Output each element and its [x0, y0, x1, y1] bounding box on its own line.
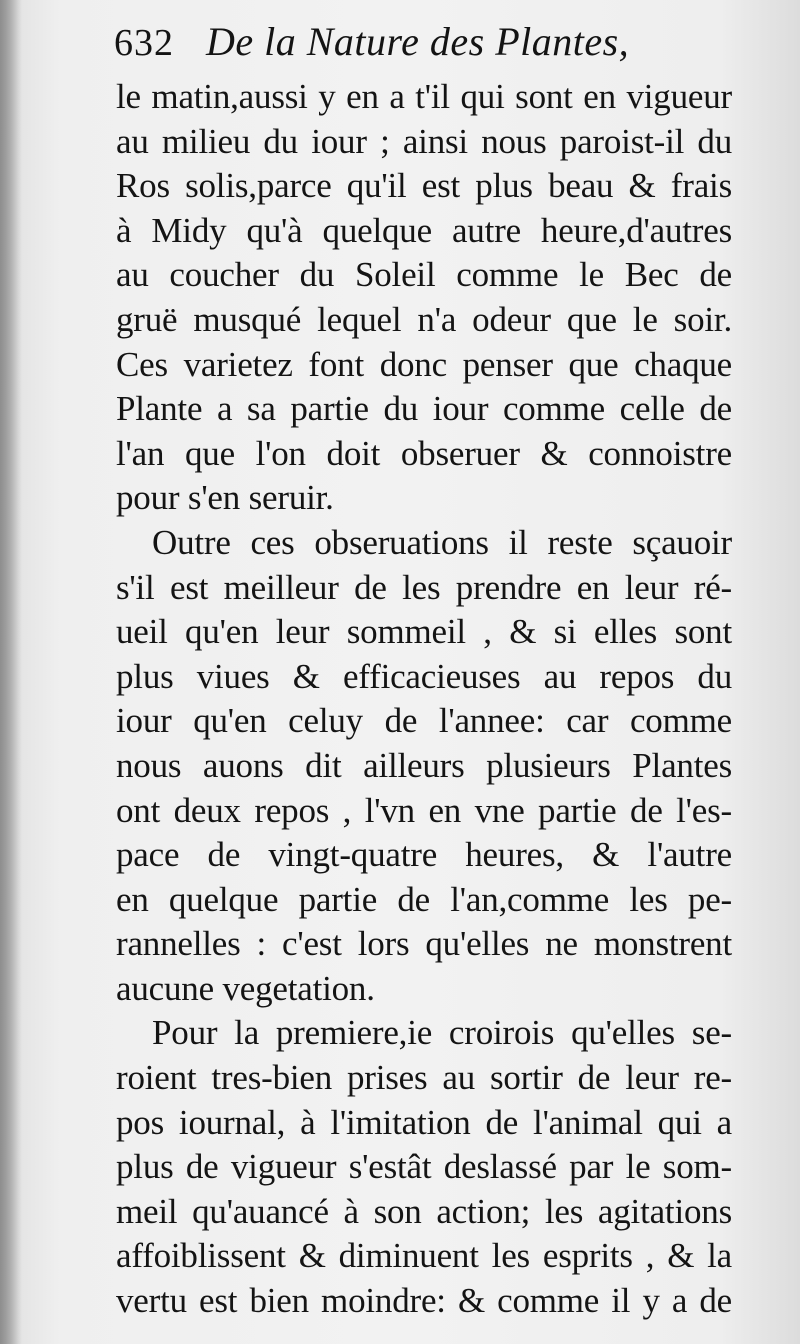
text-line: Ros solis,parce qu'il est plus beau & frais — [116, 166, 732, 206]
text-line: nous auons dit ailleurs plusieurs Plantes — [116, 745, 732, 785]
text-line: ont deux repos , l'vn en vne partie de l'es- — [116, 790, 732, 830]
page-number: 632 — [114, 22, 174, 64]
binding-shadow — [0, 0, 22, 1344]
text-line: à Midy qu'à quelque autre heure,d'autres — [116, 210, 732, 250]
text-line: l'an que l'on doit obseruer & connoistre — [116, 433, 732, 473]
running-title: De la Nature des Plantes, — [206, 19, 630, 64]
body-text — [116, 75, 732, 1324]
text-line: plus de vigueur s'estât deslassé par le som- — [116, 1147, 732, 1187]
text-line: pos iournal, à l'imitation de l'animal qui a — [116, 1102, 732, 1142]
text-line: au milieu du iour ; ainsi nous paroist-il du — [116, 121, 732, 161]
paragraph-start-line: Pour la premiere,ie croirois qu'elles se- — [152, 1013, 732, 1053]
text-line: au coucher du Soleil comme le Bec de — [116, 255, 732, 295]
text-line: le matin,aussi y en a t'il qui sont en vigueur — [116, 77, 732, 116]
text-line: affoiblissent & diminuent les esprits , & la — [116, 1236, 732, 1276]
text-line: rannelles : c'est lors qu'elles ne monstrent — [116, 924, 732, 964]
text-line: roient tres-bien prises au sortir de leur re- — [116, 1058, 732, 1098]
text-line: Plante a sa partie du iour comme celle de — [116, 389, 732, 429]
text-line: plus viues & efficacieuses au repos du — [116, 656, 732, 696]
paragraph-end-line: aucune vegetation. — [116, 968, 375, 1008]
text-line: gruë musqué lequel n'a odeur que le soir. — [116, 299, 732, 339]
text-line: s'il est meilleur de les prendre en leur ré- — [116, 567, 732, 607]
text-line: en quelque partie de l'an,comme les pe- — [116, 879, 732, 919]
paragraph-end-line: pour s'en seruir. — [116, 478, 334, 518]
text-line: vertu est bien moindre: & comme il y a de — [116, 1281, 732, 1321]
text-line: ueil qu'en leur sommeil , & si elles sont — [116, 612, 732, 652]
paragraph-start-line: Outre ces obseruations il reste sçauoir — [152, 522, 732, 562]
page-header — [114, 18, 774, 76]
text-line: pace de vingt-quatre heures, & l'autre — [116, 835, 732, 875]
text-line: iour qu'en celuy de l'annee: car comme — [116, 701, 732, 741]
text-line: meil qu'auancé à son action; les agitations — [116, 1191, 732, 1231]
text-line: Ces varietez font donc penser que chaque — [116, 344, 732, 384]
